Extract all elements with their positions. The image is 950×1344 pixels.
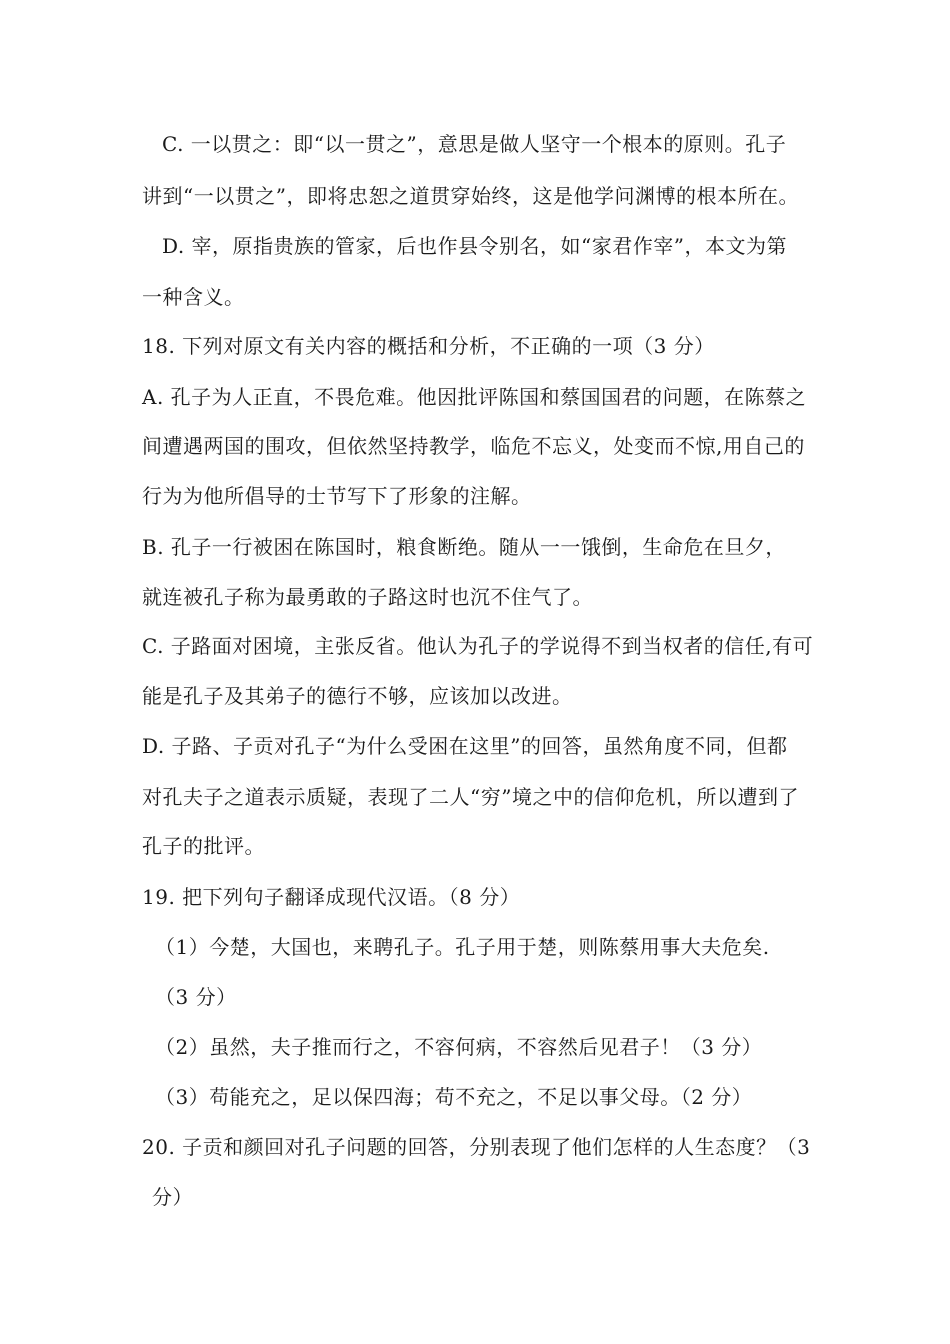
q18-option-a-line-3: 行为为他所倡导的士节写下了形象的注解。 xyxy=(142,484,532,508)
option-d-line-1: D. 宰，原指贵族的管家，后也作县令别名，如“家君作宰”，本文为第 xyxy=(162,234,787,258)
q18-option-c-line-1: C. 子路面对困境，主张反省。他认为孔子的学说得不到当权者的信任,有可 xyxy=(142,634,814,658)
q18-option-a-line-2: 间遭遇两国的围攻，但依然坚持教学，临危不忘义，处变而不惊,用自己的 xyxy=(142,434,805,458)
q18-option-b-line-2: 就连被孔子称为最勇敢的子路这时也沉不住气了。 xyxy=(142,585,593,609)
q19-item-1-line-2: （3 分） xyxy=(155,985,237,1009)
q18-option-b-line-1: B. 孔子一行被困在陈国时，粮食断绝。随从一一饿倒，生命危在旦夕， xyxy=(142,535,786,559)
question-19-title: 19. 把下列句子翻译成现代汉语。（8 分） xyxy=(142,885,521,909)
q19-item-2: （2）虽然，夫子推而行之，不容何病，不容然后见君子！（3 分） xyxy=(155,1035,763,1059)
option-c-line-2: 讲到“一以贯之”，即将忠恕之道贯穿始终，这是他学问渊博的根本所在。 xyxy=(142,184,799,208)
q19-item-3: （3）苟能充之，足以保四海；苟不充之，不足以事父母。（2 分） xyxy=(155,1085,753,1109)
q18-option-a-line-1: A. 孔子为人正直，不畏危难。他因批评陈国和蔡国国君的问题，在陈蔡之 xyxy=(142,385,807,409)
q18-option-d-line-1: D. 子路、子贡对孔子“为什么受困在这里”的回答，虽然角度不同，但都 xyxy=(142,734,788,758)
option-d-line-2: 一种含义。 xyxy=(142,285,245,309)
q18-option-d-line-2: 对孔夫子之道表示质疑，表现了二人“穷”境之中的信仰危机，所以遭到了 xyxy=(142,785,799,809)
option-c-line-1: C. 一以贯之：即“以一贯之”，意思是做人坚守一个根本的原则。孔子 xyxy=(162,132,787,156)
q19-item-1-line-1: （1）今楚，大国也，来聘孔子。孔子用于楚，则陈蔡用事大夫危矣. xyxy=(155,935,770,959)
question-18-title: 18. 下列对原文有关内容的概括和分析，不正确的一项（3 分） xyxy=(142,334,715,358)
question-20-line-1: 20. 子贡和颜回对孔子问题的回答，分别表现了他们怎样的人生态度？（3 xyxy=(142,1135,811,1159)
q18-option-c-line-2: 能是孔子及其弟子的德行不够，应该加以改进。 xyxy=(142,684,573,708)
q18-option-d-line-3: 孔子的批评。 xyxy=(142,834,265,858)
question-20-line-2: 分） xyxy=(152,1185,193,1209)
